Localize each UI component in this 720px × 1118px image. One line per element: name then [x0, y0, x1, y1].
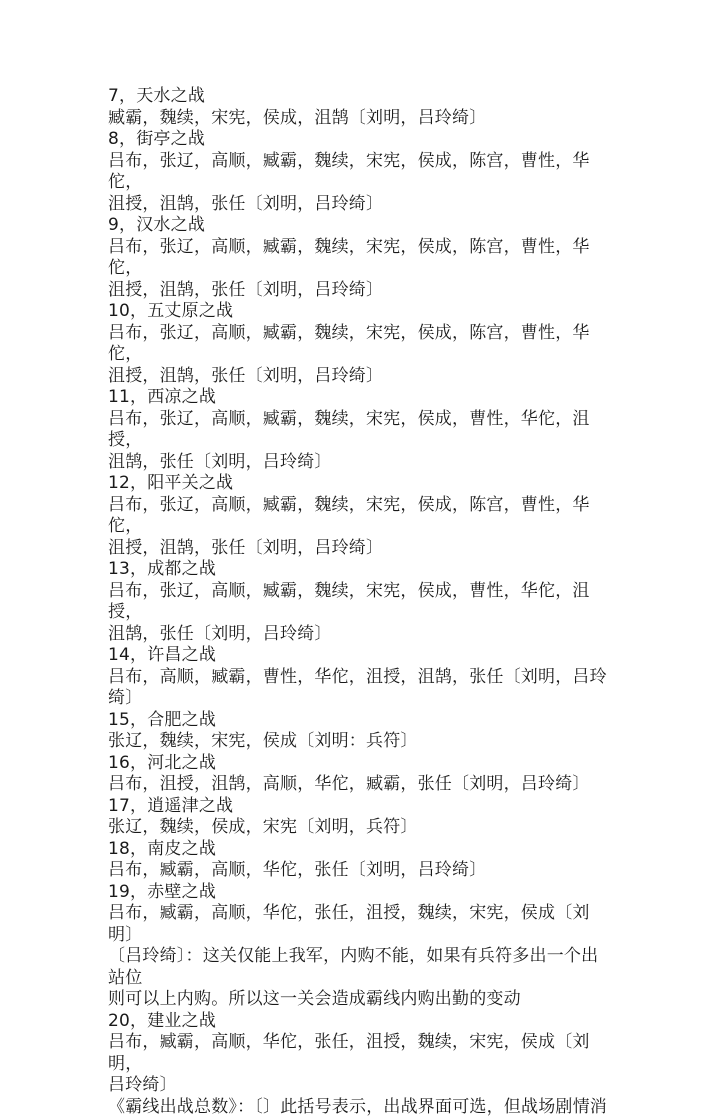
battle-title-17: 17，逍遥津之战 [108, 796, 614, 818]
note-line: 则可以上内购。所以这一关会造成霸线内购出勤的变动 [108, 989, 614, 1011]
roster-line: 吕布，臧霸，高顺，华佗，张任〔刘明，吕玲绮〕 [108, 860, 614, 882]
roster-line: 张辽，魏续，宋宪，侯成〔刘明：兵符〕 [108, 731, 614, 753]
battle-title-11: 11，西凉之战 [108, 387, 614, 409]
roster-line: 绮〕 [108, 688, 614, 710]
document-body [108, 86, 614, 1118]
battle-title-7: 7，天水之战 [108, 86, 614, 108]
battle-title-10: 10，五丈原之战 [108, 301, 614, 323]
battle-title-20: 20，建业之战 [108, 1011, 614, 1033]
roster-line: 吕布，臧霸，高顺，华佗，张任，沮授，魏续，宋宪，侯成〔刘明， [108, 1032, 614, 1075]
roster-line: 吕布，张辽，高顺，臧霸，魏续，宋宪，侯成，曹性，华佗，沮授， [108, 409, 614, 452]
roster-line: 吕布，沮授，沮鹄，高顺，华佗，臧霸，张任〔刘明，吕玲绮〕 [108, 774, 614, 796]
roster-line: 吕布，高顺，臧霸，曹性，华佗，沮授，沮鹄，张任〔刘明，吕玲 [108, 667, 614, 689]
roster-line: 沮鹄，张任〔刘明，吕玲绮〕 [108, 452, 614, 474]
note-line: 〔吕玲绮〕：这关仅能上我军，内购不能，如果有兵符多出一个出站位 [108, 946, 614, 989]
roster-line: 沮授，沮鹄，张任〔刘明，吕玲绮〕 [108, 194, 614, 216]
summary-note-line: 《霸线出战总数》：〔〕此括号表示，出战界面可选，但战场剧情消 [108, 1097, 614, 1118]
battle-title-9: 9，汉水之战 [108, 215, 614, 237]
roster-line: 沮授，沮鹄，张任〔刘明，吕玲绮〕 [108, 280, 614, 302]
roster-line: 沮授，沮鹄，张任〔刘明，吕玲绮〕 [108, 366, 614, 388]
battle-title-19: 19，赤壁之战 [108, 882, 614, 904]
battle-title-14: 14，许昌之战 [108, 645, 614, 667]
roster-line: 吕布，张辽，高顺，臧霸，魏续，宋宪，侯成，陈宫，曹性，华佗， [108, 151, 614, 194]
roster-line: 吕布，臧霸，高顺，华佗，张任，沮授，魏续，宋宪，侯成〔刘明〕 [108, 903, 614, 946]
roster-line: 吕布，张辽，高顺，臧霸，魏续，宋宪，侯成，陈宫，曹性，华佗， [108, 237, 614, 280]
battle-title-13: 13，成都之战 [108, 559, 614, 581]
battle-title-15: 15，合肥之战 [108, 710, 614, 732]
battle-title-16: 16，河北之战 [108, 753, 614, 775]
roster-line: 张辽，魏续，侯成，宋宪〔刘明，兵符〕 [108, 817, 614, 839]
roster-line: 吕布，张辽，高顺，臧霸，魏续，宋宪，侯成，陈宫，曹性，华佗， [108, 323, 614, 366]
roster-line: 沮鹄，张任〔刘明，吕玲绮〕 [108, 624, 614, 646]
battle-title-8: 8，街亭之战 [108, 129, 614, 151]
roster-line: 吕玲绮〕 [108, 1075, 614, 1097]
battle-title-12: 12，阳平关之战 [108, 473, 614, 495]
roster-line: 臧霸，魏续，宋宪，侯成，沮鹄〔刘明，吕玲绮〕 [108, 108, 614, 130]
battle-title-18: 18，南皮之战 [108, 839, 614, 861]
roster-line: 吕布，张辽，高顺，臧霸，魏续，宋宪，侯成，陈宫，曹性，华佗， [108, 495, 614, 538]
roster-line: 沮授，沮鹄，张任〔刘明，吕玲绮〕 [108, 538, 614, 560]
roster-line: 吕布，张辽，高顺，臧霸，魏续，宋宪，侯成，曹性，华佗，沮授， [108, 581, 614, 624]
